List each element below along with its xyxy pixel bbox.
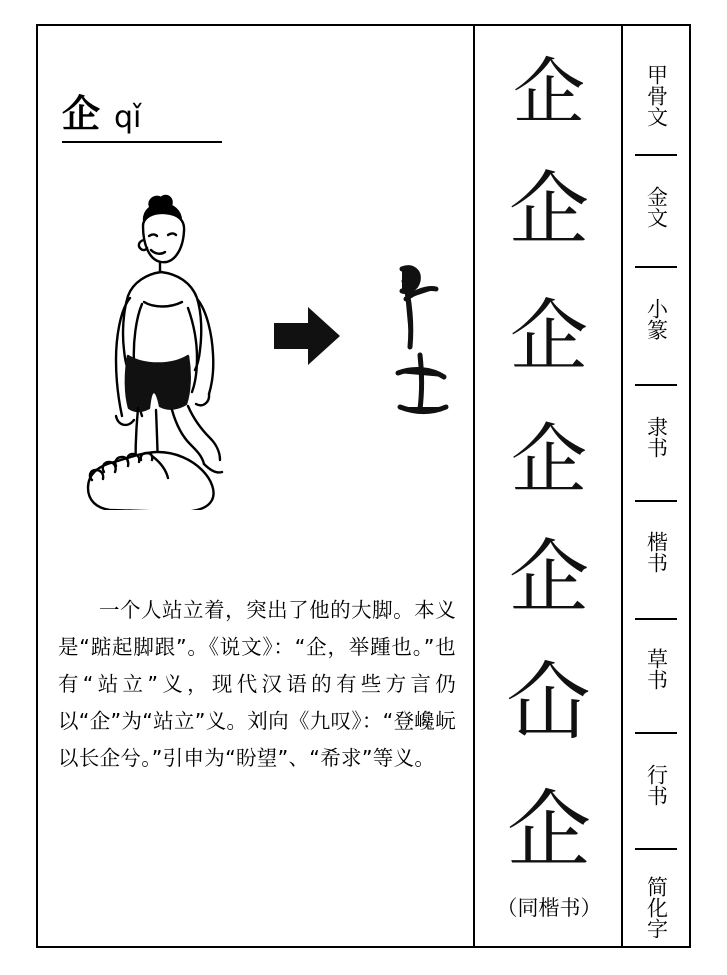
tab-kaishu[interactable] bbox=[623, 531, 689, 580]
script-glyph-running: 企 bbox=[506, 781, 591, 879]
tab-xiaozhuan-label: 小篆 bbox=[644, 298, 669, 340]
tab-caoshu[interactable] bbox=[623, 648, 689, 697]
oracle-bone-glyph bbox=[380, 255, 470, 425]
script-form-clerical bbox=[478, 415, 620, 504]
headword-pinyin: qǐ bbox=[114, 100, 142, 135]
tab-kaishu-label: 楷书 bbox=[644, 531, 669, 573]
script-glyph-bronze: 企 bbox=[509, 163, 589, 256]
headword bbox=[62, 92, 222, 143]
script-glyph-cursive: 仚 bbox=[506, 653, 591, 751]
script-glyph-clerical: 企 bbox=[511, 415, 587, 504]
script-form-running bbox=[478, 781, 620, 879]
tab-jianhuazi[interactable] bbox=[623, 876, 689, 946]
tab-jiaguwen[interactable] bbox=[623, 64, 689, 134]
script-form-seal bbox=[478, 292, 620, 382]
script-form-oracle bbox=[478, 50, 620, 134]
explanation-paragraph: 一个人站立着，突出了他的大脚。本义是“踮起脚跟”。《说文》：“企，举踵也。”也有“站立”义，现代汉语的有些方言仍以“企”为“站立”义。刘向《九叹》：“登巉岏以长企兮。”引申为“盼望”、“希求”等义。 bbox=[58, 598, 456, 770]
tab-separator bbox=[635, 500, 677, 502]
tab-jianhuazi-label: 简化字 bbox=[644, 876, 669, 939]
tab-jiaguwen-label: 甲骨文 bbox=[644, 64, 669, 127]
tab-separator bbox=[635, 154, 677, 156]
main-column-divider bbox=[473, 26, 475, 946]
tab-jinwen-label: 金文 bbox=[644, 186, 669, 228]
tab-separator bbox=[635, 848, 677, 850]
headword-character: 企 bbox=[62, 92, 101, 136]
tab-lishu[interactable] bbox=[623, 416, 689, 465]
script-column-note: （同楷书） bbox=[496, 896, 602, 920]
tab-separator bbox=[635, 732, 677, 734]
tab-caoshu-label: 草书 bbox=[644, 648, 669, 690]
script-glyph-regular: 企 bbox=[509, 531, 589, 624]
script-form-bronze bbox=[478, 163, 620, 256]
tab-separator bbox=[635, 618, 677, 620]
tab-xiaozhuan[interactable] bbox=[623, 298, 689, 347]
script-evolution-column bbox=[478, 30, 620, 942]
script-glyph-oracle: 企 bbox=[512, 50, 585, 134]
tab-separator bbox=[635, 384, 677, 386]
script-form-regular bbox=[478, 531, 620, 624]
tab-xingshu[interactable] bbox=[623, 764, 689, 813]
explanation-text bbox=[58, 592, 456, 777]
tab-jinwen[interactable] bbox=[623, 186, 689, 235]
right-arrow bbox=[272, 305, 342, 367]
script-glyph-seal: 企 bbox=[509, 292, 588, 382]
tab-xingshu-label: 行书 bbox=[644, 764, 669, 806]
script-form-cursive bbox=[478, 653, 620, 751]
script-tab-strip bbox=[623, 26, 689, 946]
tab-lishu-label: 隶书 bbox=[644, 416, 669, 458]
tab-separator bbox=[635, 266, 677, 268]
